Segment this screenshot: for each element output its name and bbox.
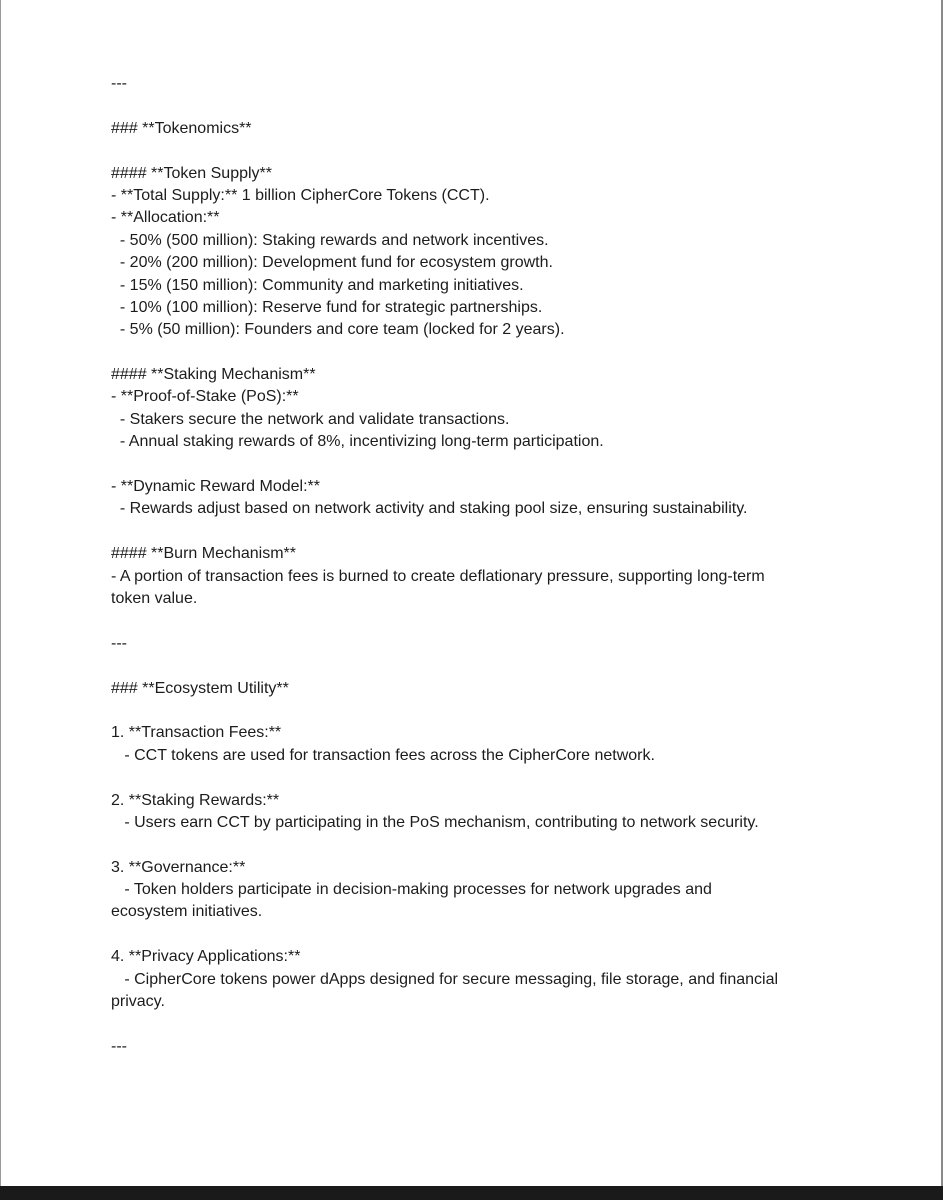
token-supply-heading: #### **Token Supply** <box>111 164 273 182</box>
tokenomics-heading: ### **Tokenomics** <box>111 119 252 137</box>
ecosystem-item-text: - CipherCore tokens power dApps designed for secure messaging, file storage, and financial <box>111 970 779 988</box>
allocation-item: - 50% (500 million): Staking rewards and network incentives. <box>111 231 549 249</box>
allocation-item: - 15% (150 million): Community and marketing initiatives. <box>111 276 524 294</box>
burn-text-line: token value. <box>111 589 198 607</box>
staking-heading: #### **Staking Mechanism** <box>111 366 316 384</box>
dynamic-reward-label: - **Dynamic Reward Model:** <box>111 478 320 496</box>
bottom-border-bar <box>0 1186 943 1200</box>
ecosystem-item-text: - Users earn CCT by participating in the PoS mechanism, contributing to network security. <box>111 813 759 831</box>
ecosystem-item-title: 4. **Privacy Applications:** <box>111 948 301 966</box>
burn-text-line: - A portion of transaction fees is burned to create deflationary pressure, supporting long-term <box>111 567 765 585</box>
total-supply-line: - **Total Supply:** 1 billion CipherCore Tokens (CCT). <box>111 186 490 204</box>
ecosystem-item-title: 2. **Staking Rewards:** <box>111 791 280 809</box>
ecosystem-item-title: 3. **Governance:** <box>111 858 246 876</box>
ecosystem-item-title: 1. **Transaction Fees:** <box>111 724 282 742</box>
document-body <box>111 73 871 1058</box>
separator-mid: --- <box>111 634 127 652</box>
ecosystem-heading: ### **Ecosystem Utility** <box>111 679 289 697</box>
pos-label: - **Proof-of-Stake (PoS):** <box>111 388 299 406</box>
allocation-item: - 5% (50 million): Founders and core team (locked for 2 years). <box>111 321 565 339</box>
allocation-item: - 20% (200 million): Development fund for ecosystem growth. <box>111 254 553 272</box>
pos-item: - Annual staking rewards of 8%, incentivizing long-term participation. <box>111 433 604 451</box>
separator-bottom: --- <box>111 1037 127 1055</box>
allocation-item: - 10% (100 million): Reserve fund for strategic partnerships. <box>111 298 543 316</box>
ecosystem-item-text: privacy. <box>111 993 165 1011</box>
burn-heading: #### **Burn Mechanism** <box>111 545 296 563</box>
ecosystem-item-text: - CCT tokens are used for transaction fees across the CipherCore network. <box>111 746 655 764</box>
ecosystem-item-text: ecosystem initiatives. <box>111 903 263 921</box>
page-left-edge <box>0 0 1 1186</box>
ecosystem-item-text: - Token holders participate in decision-making processes for network upgrades and <box>111 881 712 899</box>
pos-item: - Stakers secure the network and validate transactions. <box>111 410 510 428</box>
dynamic-reward-item: - Rewards adjust based on network activity and staking pool size, ensuring sustainability. <box>111 500 748 518</box>
allocation-label: - **Allocation:** <box>111 209 220 227</box>
separator-top: --- <box>111 75 127 92</box>
